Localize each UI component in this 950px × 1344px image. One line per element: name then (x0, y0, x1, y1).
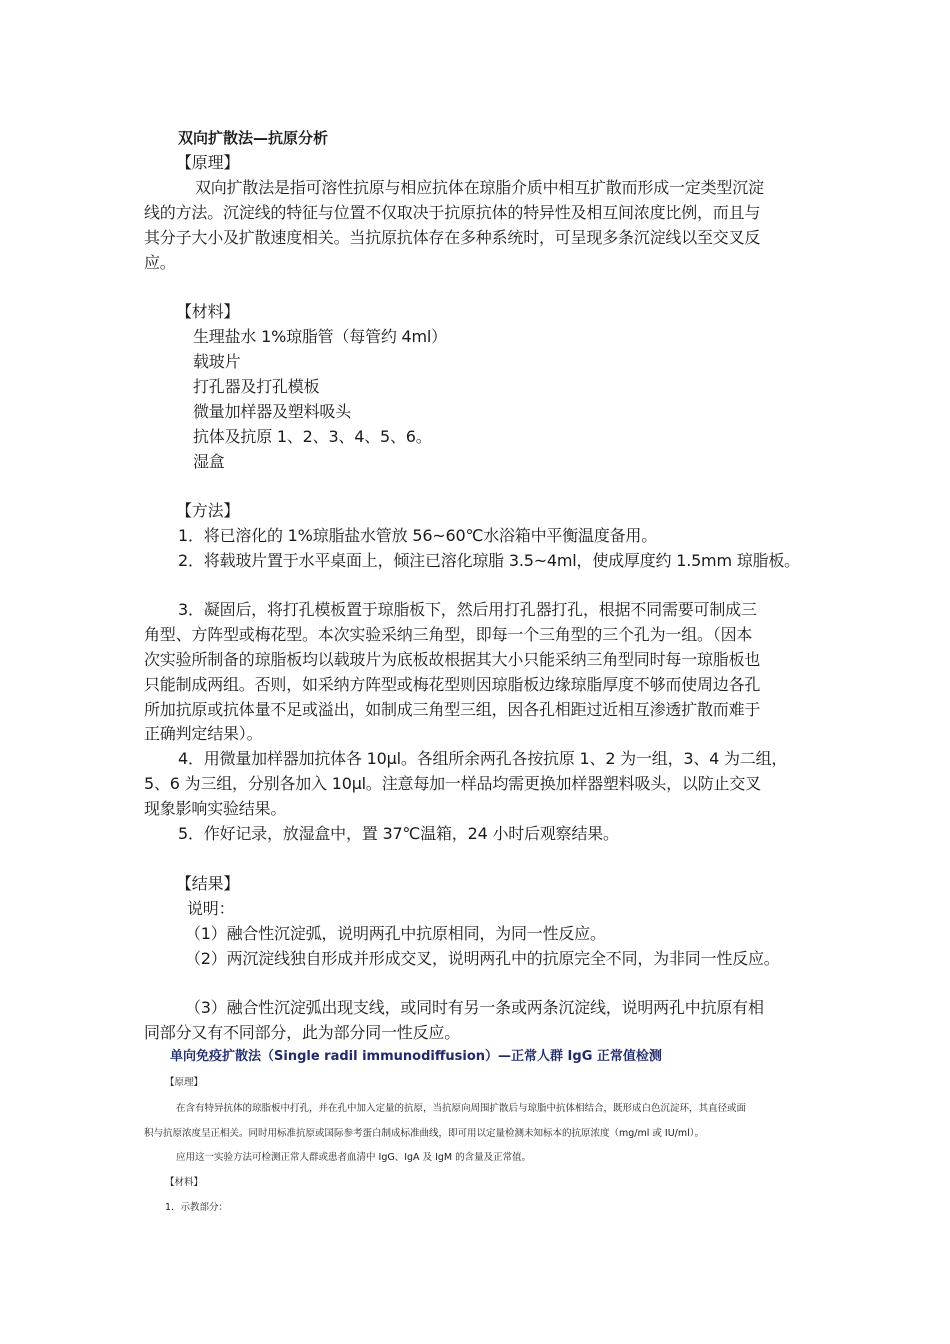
section1-method-line: 5、6 为三组，分别各加入 10μl。注意每加一样品均需更换加样器塑料吸头，以防止交叉 (144, 774, 761, 793)
section2-principle-heading: 【原理】 (165, 1077, 204, 1088)
section1-principle-line: 其分子大小及扩散速度相关。当抗原抗体存在多种系统时，可呈现多条沉淀线以至交叉反 (144, 228, 761, 247)
section1-method-line: 角型、方阵型或梅花型。本次实验采纳三角型，即每一个三角型的三个孔为一组。（因本 (144, 625, 753, 644)
section1-method-line: 现象影响实验结果。 (144, 799, 287, 818)
section1-method-heading: 【方法】 (176, 501, 240, 520)
section1-materials-heading: 【材料】 (176, 302, 240, 321)
section1-method-line: 1．将已溶化的 1%琼脂盐水管放 56~60℃水浴箱中平衡温度备用。 (178, 526, 658, 545)
section1-principle-line: 双向扩散法是指可溶性抗原与相应抗体在琼脂介质中相互扩散而形成一定类型沉淀 (195, 178, 764, 197)
section1-material-item: 湿盒 (193, 452, 225, 471)
section1-method-line: 所加抗原或抗体量不足或溢出，如制成三角型三组，因各孔相距过近相互渗透扩散而难于 (144, 700, 761, 719)
section1-results-line: 同部分又有不同部分，此为部分同一性反应。 (144, 1023, 461, 1042)
section1-method-line: 4．用微量加样器加抗体各 10μl。各组所余两孔各按抗原 1、2 为一组，3、4 为二组， (178, 749, 788, 768)
section1-material-item: 微量加样器及塑料吸头 (193, 402, 352, 421)
section2-materials-heading: 【材料】 (165, 1177, 204, 1188)
section1-results-heading: 【结果】 (176, 874, 240, 893)
section1-material-item: 生理盐水 1%琼脂管（每管约 4ml） (193, 327, 447, 346)
section1-method-line: 5．作好记录，放湿盒中，置 37℃温箱，24 小时后观察结果。 (178, 824, 619, 843)
section1-principle-heading: 【原理】 (176, 153, 240, 172)
section1-results-line: （2）两沉淀线独自形成并形成交叉，说明两孔中的抗原完全不同，为非同一性反应。 (185, 949, 780, 968)
section2-title: 单向免疫扩散法（Single radil immunodiffusion）—正常人群 IgG 正常值检测 (170, 1049, 662, 1064)
section1-principle-line: 应。 (144, 253, 176, 272)
section1-material-item: 打孔器及打孔模板 (193, 377, 320, 396)
section1-method-line: 次实验所制备的琼脂板均以载玻片为底板故根据其大小只能采纳三角型同时每一琼脂板也 (144, 650, 761, 669)
section2-principle-line: 应用这一实验方法可检测正常人群或患者血清中 IgG、IgA 及 IgM 的含量及正常值。 (176, 1152, 532, 1163)
section1-results-line: （3）融合性沉淀弧出现支线，或同时有另一条或两条沉淀线，说明两孔中抗原有相 (185, 998, 764, 1017)
section1-method-line: 3．凝固后，将打孔模板置于琼脂板下，然后用打孔器打孔，根据不同需要可制成三 (178, 600, 757, 619)
section1-material-item: 载玻片 (193, 352, 241, 371)
section1-title: 双向扩散法—抗原分析 (178, 129, 329, 147)
section2-principle-line: 积与抗原浓度呈正相关。同时用标准抗原或国际参考蛋白制成标准曲线，即可用以定量检测未知标本的抗原浓度（mg/ml 或 IU/ml）。 (144, 1128, 705, 1139)
section1-results-line: （1）融合性沉淀弧，说明两孔中抗原相同，为同一性反应。 (185, 924, 606, 943)
section2-principle-line: 在含有特异抗体的琼脂板中打孔，并在孔中加入定量的抗原，当抗原向周围扩散后与琼脂中抗体相结合，既形成白色沉淀环，其直径或面 (176, 1103, 747, 1114)
section1-method-line: 正确判定结果）。 (144, 724, 263, 743)
section1-results-line: 说明： (187, 899, 235, 918)
section1-material-item: 抗体及抗原 1、2、3、4、5、6。 (193, 427, 432, 446)
section1-method-line: 2．将载玻片置于水平桌面上，倾注已溶化琼脂 3.5~4ml，使成厚度约 1.5mm 琼脂板。 (178, 551, 800, 570)
section2-material-item: 1．示教部分： (165, 1202, 229, 1213)
section1-method-line: 只能制成两组。否则，如采纳方阵型或梅花型则因琼脂板边缘琼脂厚度不够而使周边各孔 (144, 675, 761, 694)
section1-principle-line: 线的方法。沉淀线的特征与位置不仅取决于抗原抗体的特异性及相互间浓度比例，而且与 (144, 203, 761, 222)
